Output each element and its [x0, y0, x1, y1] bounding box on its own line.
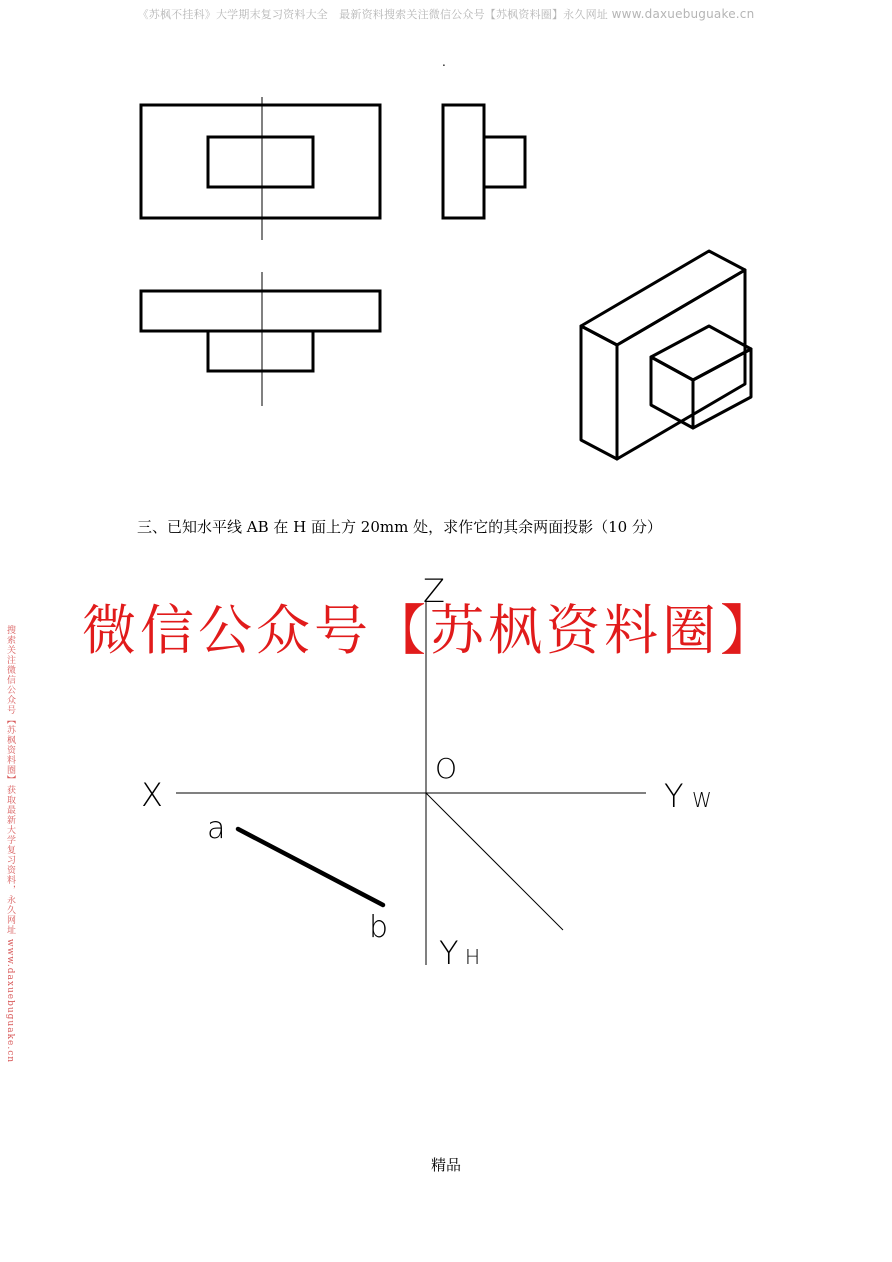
label-b: b — [369, 910, 389, 945]
header-site: www.daxuebuguake.cn — [611, 7, 755, 21]
label-yh: Y — [439, 934, 459, 972]
header-text: 《苏枫不挂科》大学期末复习资料大全 最新资料搜索关注微信公众号【苏枫资料圈】永久网址 — [137, 8, 612, 21]
top-view-boss — [208, 331, 313, 371]
front-view-outer — [141, 105, 380, 218]
side-view-plate — [443, 105, 484, 218]
label-yw: Y — [664, 777, 684, 815]
label-yh-sub: H — [465, 945, 481, 969]
label-z: Z — [423, 572, 445, 610]
question-text: 三、已知水平线 AB 在 H 面上方 20mm 处，求作它的其余两面投影（10 分） — [137, 518, 662, 536]
side-view-boss — [484, 137, 525, 187]
page-mark: . — [442, 55, 446, 69]
top-view — [141, 291, 380, 371]
line-ab — [238, 829, 383, 905]
label-yw-sub: W — [692, 788, 712, 812]
watermark: 微信公众号【苏枫资料圈】 — [82, 599, 778, 662]
bisector-line — [426, 793, 563, 930]
label-x: X — [141, 776, 163, 814]
side-view — [443, 105, 525, 218]
label-a: a — [207, 811, 226, 846]
page-footer: 精品 — [430, 1156, 461, 1174]
label-o: O — [435, 752, 458, 785]
isometric-view — [581, 251, 751, 459]
top-view-plate — [141, 291, 380, 331]
front-view — [141, 105, 380, 218]
side-note: 搜索关注微信公众号【苏枫资料圈】获取最新大学复习资料，永久网址 www.daxuebuguake.cn — [5, 625, 15, 1064]
front-view-inner — [208, 137, 313, 187]
